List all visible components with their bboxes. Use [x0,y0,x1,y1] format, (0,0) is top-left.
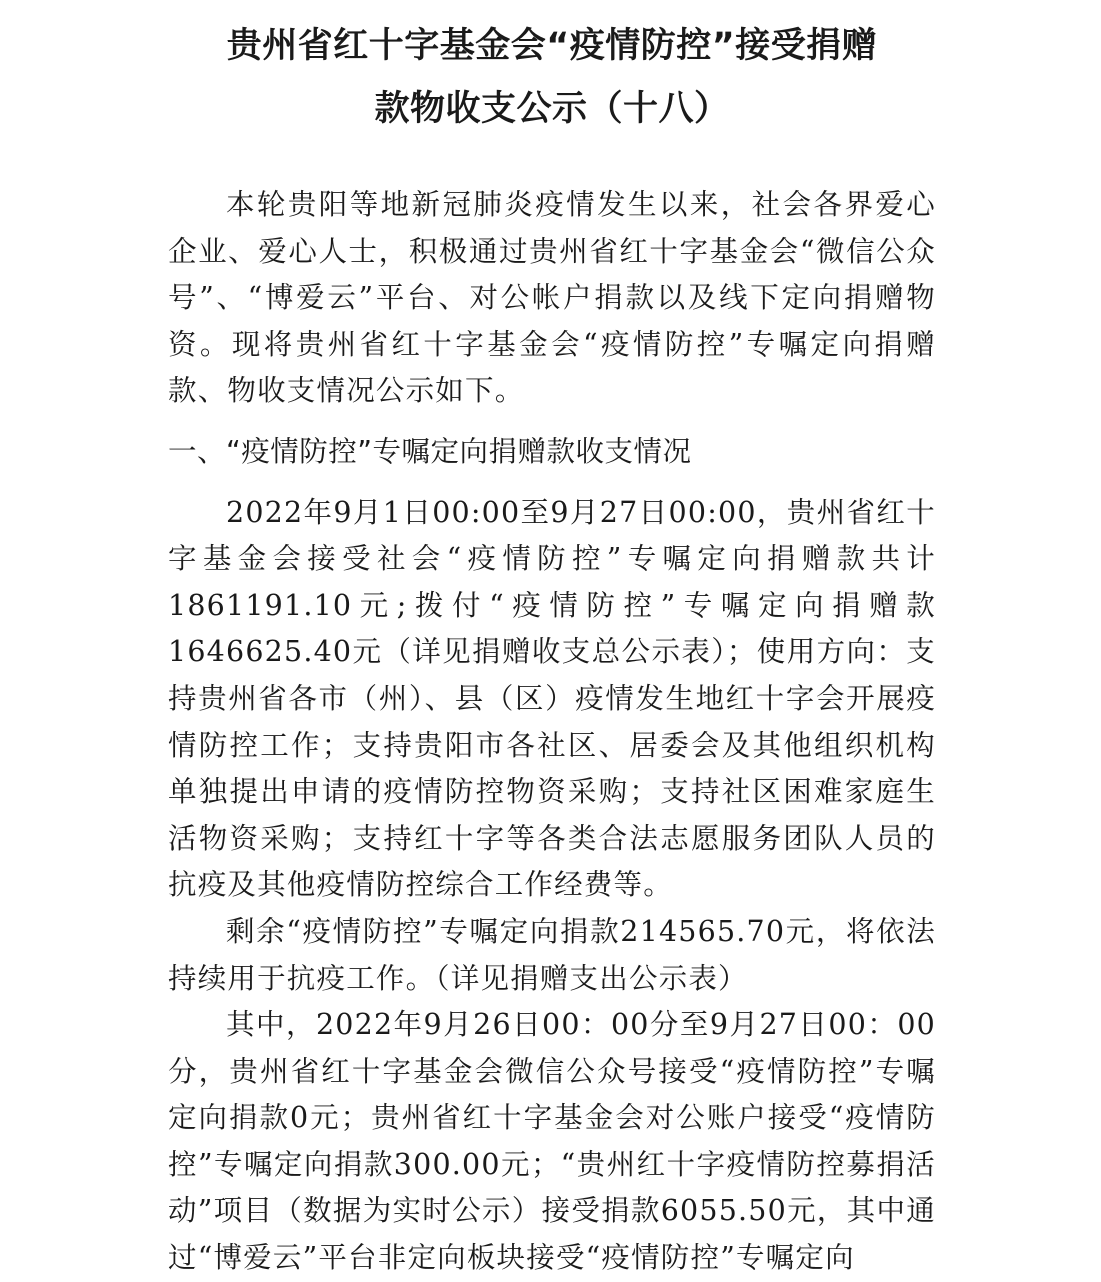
document-title [140,15,964,141]
section-heading: 一、“疫情防控”专嘱定向捐赠款收支情况 [168,434,692,468]
intro-paragraph: 本轮贵阳等地新冠肺炎疫情发生以来，社会各界爱心企业、爱心人士，积极通过贵州省红十字基金会“微信公众号”、“博爱云”平台、对公帐户捐款以及线下定向捐赠物资。现将贵州省红十字基金会“疫情防控”专嘱定向捐赠款、物收支情况公示如下。 [168,188,936,408]
title-line-1: 贵州省红十字基金会“疫情防控”接受捐赠 [226,26,878,66]
body-paragraph-1: 2022年9月1日00:00至9月27日00:00，贵州省红十字基金会接受社会“疫情防控”专嘱定向捐赠款共计1861191.10元;拨付“疫情防控”专嘱定向捐赠款1646625.40元（详见捐赠收支总公示表）；使用方向：支持贵州省各市（州）、县（区）疫情发生地红十字会开展疫情防控工作；支持贵阳市各社区、居委会及其他组织机构单独提出申请的疫情防控物资采购；支持社区困难家庭生活物资采购；支持红十字等各类合法志愿服务团队人员的抗疫及其他疫情防控综合工作经费等。 [168,495,936,902]
body-paragraph-2: 剩余“疫情防控”专嘱定向捐款214565.70元，将依法持续用于抗疫工作。（详见捐赠支出公示表） [168,914,936,995]
document-page [168,0,936,1282]
body-paragraph-3: 其中，2022年9月26日00：00分至9月27日00：00分，贵州省红十字基金会微信公众号接受“疫情防控”专嘱定向捐款0元；贵州省红十字基金会对公账户接受“疫情防控”专嘱定向捐款300.00元；“贵州红十字疫情防控募捐活动”项目（数据为实时公示）接受捐款6055.50元，其中通过“博爱云”平台非定向板块接受“疫情防控”专嘱定向 [168,1008,936,1275]
title-line-2: 款物收支公示（十八） [374,89,730,129]
